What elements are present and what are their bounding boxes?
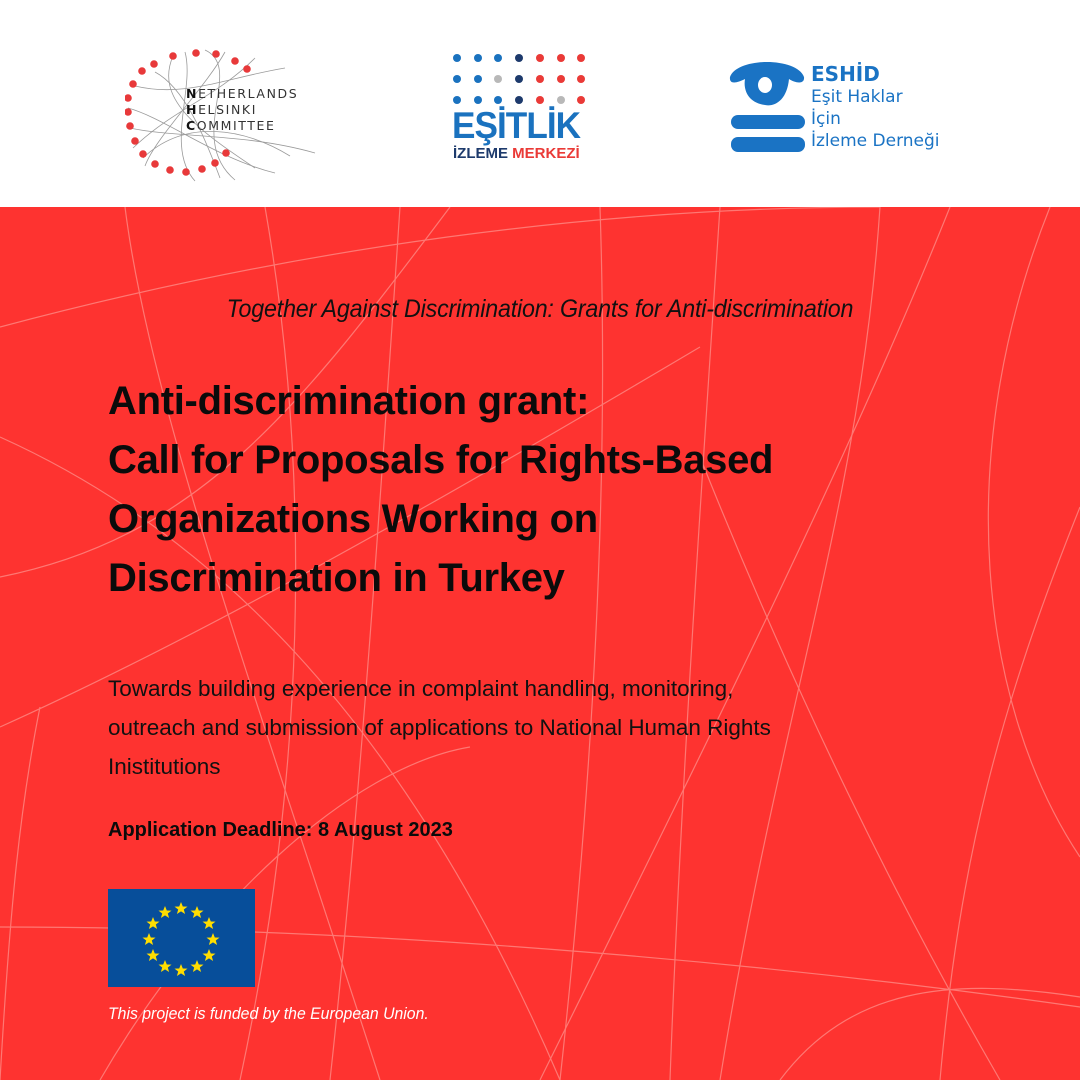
application-deadline: Application Deadline: 8 August 2023 [108,819,453,841]
page-title: Anti-discrimination grant: Call for Proposals for Rights-Based Organizations Working on Discrimination in Turkey [108,379,774,600]
esitlik-subtitle: İZLEME MERKEZİ [453,145,580,162]
announcement-panel [0,207,1080,1080]
nhc-wordmark: NETHERLANDS HELSINKI COMMITTEE [186,86,299,133]
eu-flag-icon [108,889,255,987]
esitlik-wordmark: EŞİTLİK [452,105,581,146]
campaign-kicker: Together Against Discrimination: Grants for Anti-discrimination [226,295,854,323]
description: Towards building experience in complaint handling, monitoring, outreach and submission of applications to National Human Rights Inistitutions [108,676,771,779]
eshid-eye-icon [727,55,807,160]
funding-note: This project is funded by the European Union. [108,1004,429,1023]
eshid-wordmark: ESHİD Eşit Haklar İçin İzleme Derneği [811,62,940,151]
header-logo-bar [0,0,1080,207]
